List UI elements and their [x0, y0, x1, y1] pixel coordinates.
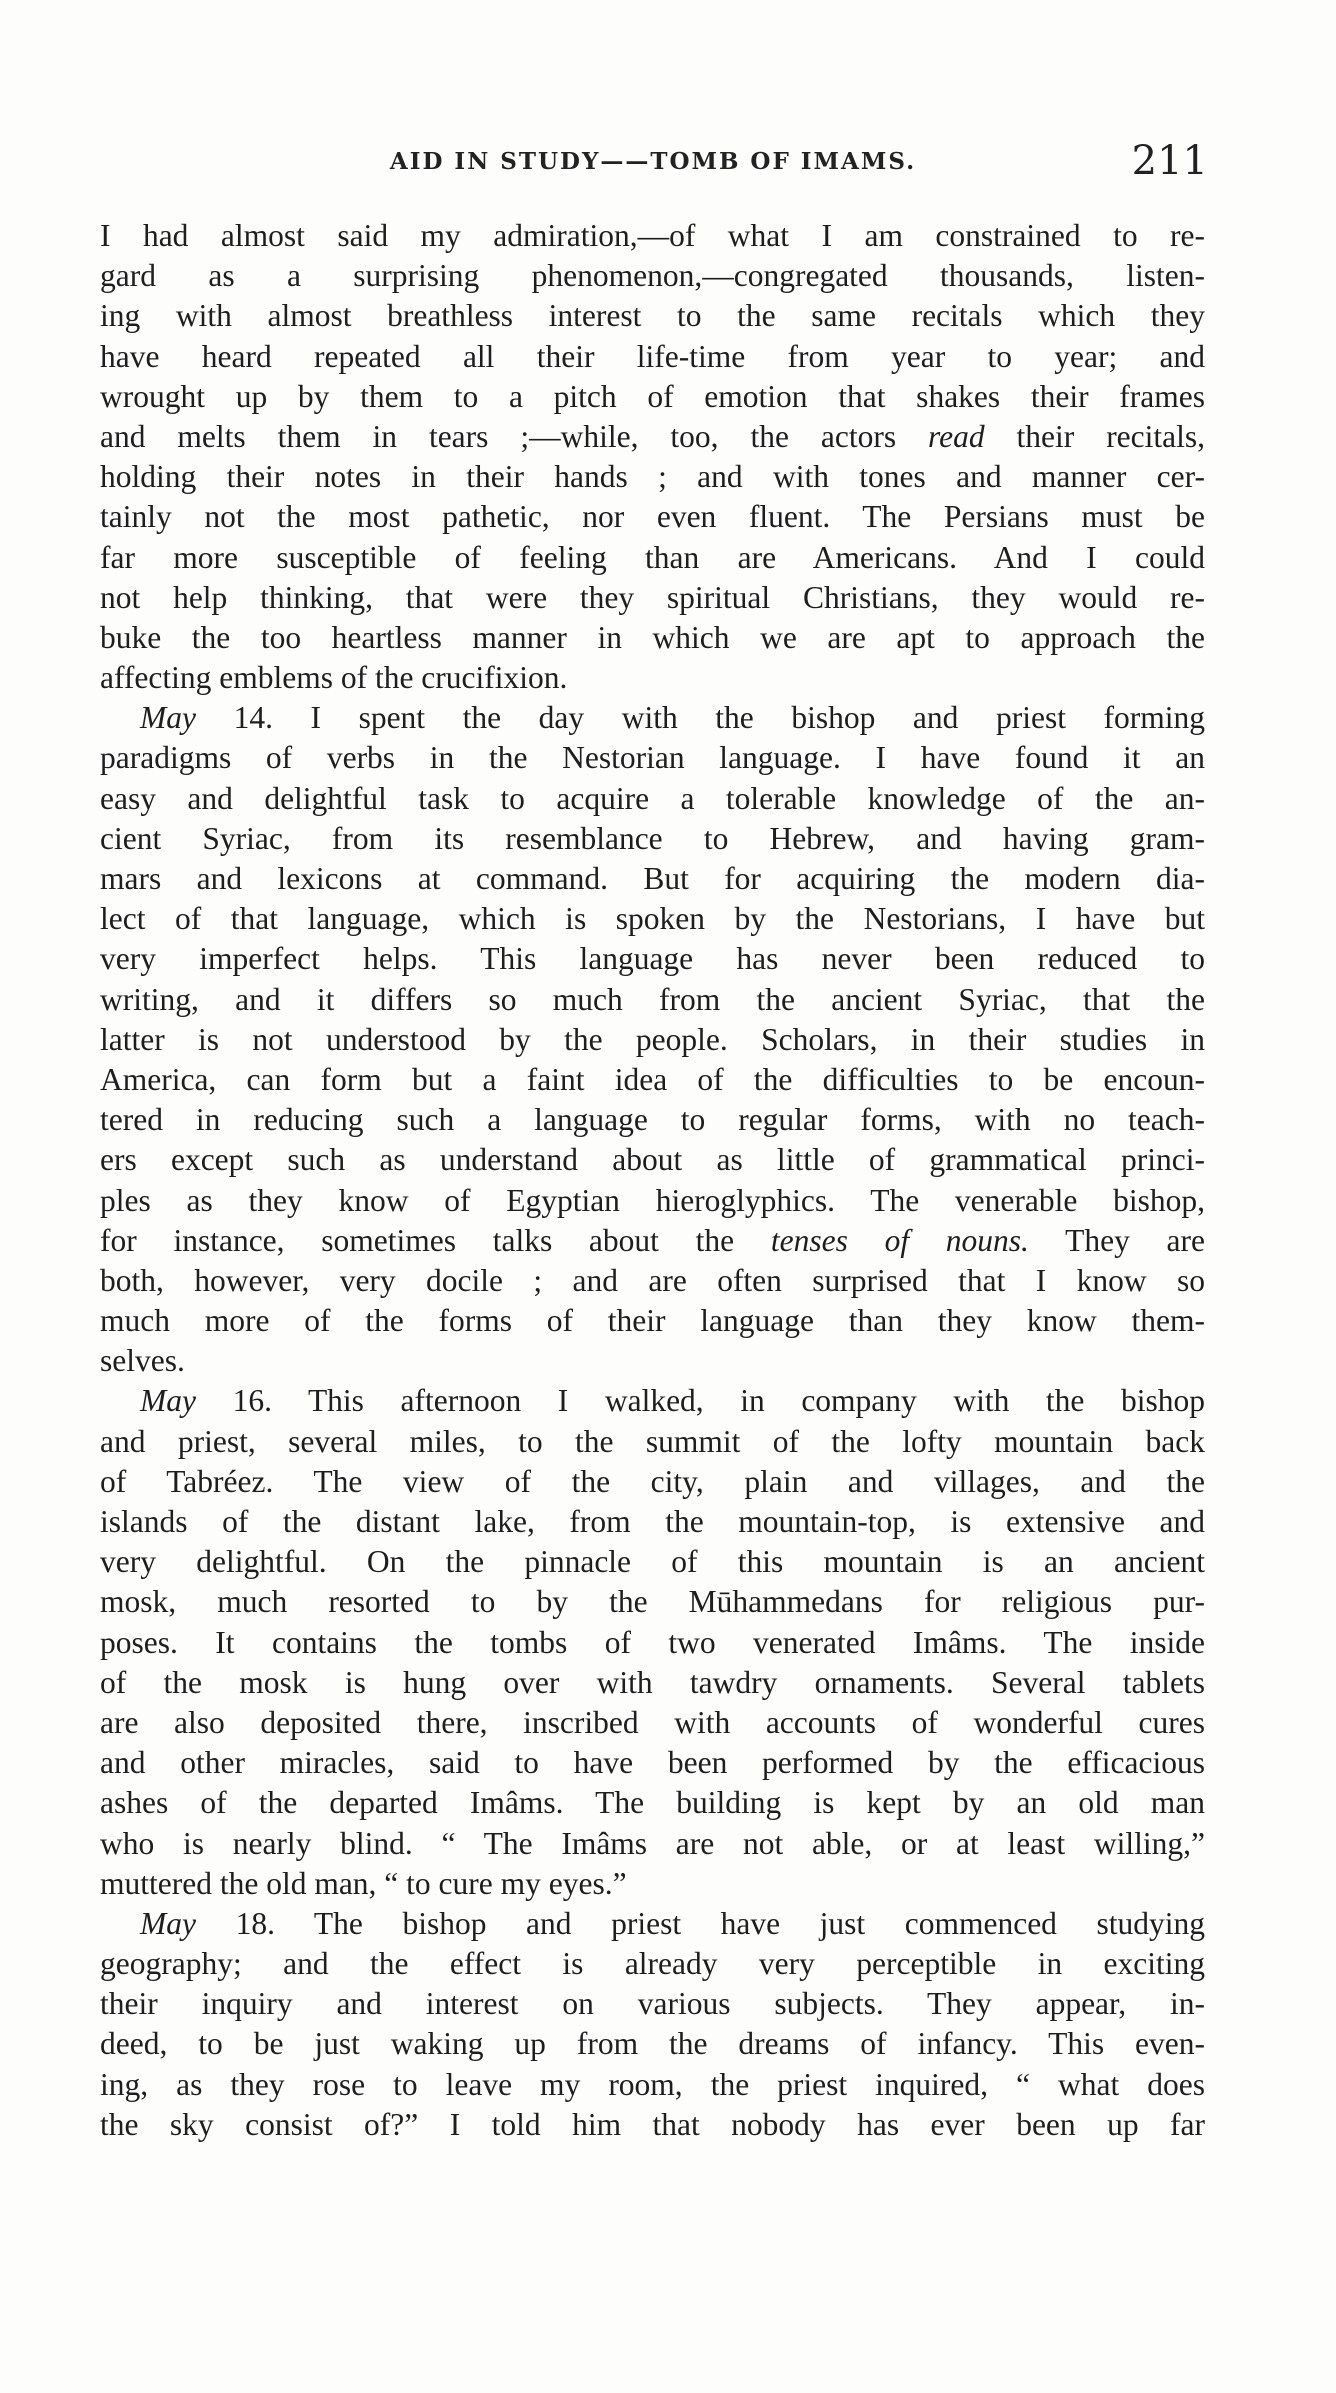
- entry-line: [100, 1381, 1205, 1421]
- entry-date-month: May: [140, 1905, 196, 1941]
- text-line: ers except such as understand about as little of grammatical princi-: [100, 1142, 1205, 1178]
- text-line: the sky consist of?” I told him that nobody has ever been up far: [100, 2106, 1205, 2142]
- text-line: very delightful. On the pinnacle of this mountain is an ancient: [100, 1544, 1205, 1580]
- page-number: 211: [1131, 138, 1208, 184]
- text-line: ing with almost breathless interest to the same recitals which they: [100, 298, 1205, 334]
- text-line: gard as a surprising phenomenon,—congregated thousands, listen-: [100, 258, 1205, 294]
- text-line: have heard repeated all their life-time from year to year; and: [100, 338, 1205, 374]
- text-line: poses. It contains the tombs of two venerated Imâms. The inside: [100, 1624, 1205, 1660]
- text-line: geography; and the effect is already very perceptible in exciting: [100, 1946, 1205, 1982]
- text-segment: their recitals,: [1016, 418, 1206, 454]
- text-line: affecting emblems of the crucifixion.: [100, 660, 568, 696]
- text-line: their inquiry and interest on various subjects. They appear, in-: [100, 1986, 1205, 2022]
- entry-date-month: May: [140, 1383, 196, 1419]
- italic-text: read: [928, 418, 985, 454]
- text-line: much more of the forms of their language than they know them-: [100, 1303, 1205, 1339]
- text-line: and priest, several miles, to the summit of the lofty mountain back: [100, 1423, 1205, 1459]
- text-segment: They are: [1065, 1222, 1205, 1258]
- text-segment: 16. This afternoon I walked, in company with the bishop: [232, 1383, 1205, 1419]
- text-line: lect of that language, which is spoken by the Nestorians, I have but: [100, 901, 1205, 937]
- text-line: [100, 417, 1205, 457]
- text-line: writing, and it differs so much from the ancient Syriac, that the: [100, 981, 1205, 1017]
- text-segment: 18. The bishop and priest have just commenced studying: [235, 1905, 1206, 1941]
- text-line: latter is not understood by the people. Scholars, in their studies in: [100, 1021, 1205, 1057]
- text-line: muttered the old man, “ to cure my eyes.”: [100, 1865, 627, 1901]
- text-line: ashes of the departed Imâms. The building is kept by an old man: [100, 1785, 1205, 1821]
- text-line: holding their notes in their hands ; and with tones and manner cer-: [100, 459, 1205, 495]
- text-line: ples as they know of Egyptian hieroglyphics. The venerable bishop,: [100, 1182, 1205, 1218]
- entry-date-month: May: [140, 700, 196, 736]
- text-segment: for instance, sometimes talks about the: [100, 1222, 735, 1258]
- italic-text: tenses of nouns.: [770, 1222, 1029, 1258]
- text-line: very imperfect helps. This language has never been reduced to: [100, 941, 1205, 977]
- text-line: [100, 1221, 1205, 1261]
- running-head: AID IN STUDY——TOMB OF IMAMS.: [389, 148, 917, 175]
- text-line: both, however, very docile ; and are often surprised that I know so: [100, 1262, 1205, 1298]
- text-line: tainly not the most pathetic, nor even fluent. The Persians must be: [100, 499, 1205, 535]
- text-line: are also deposited there, inscribed with accounts of wonderful cures: [100, 1704, 1205, 1740]
- text-line: wrought up by them to a pitch of emotion that shakes their frames: [100, 378, 1205, 414]
- entry-line: [100, 1904, 1205, 1944]
- text-line: who is nearly blind. “ The Imâms are not able, or at least willing,”: [100, 1825, 1205, 1861]
- text-line: not help thinking, that were they spiritual Christians, they would re-: [100, 579, 1205, 615]
- text-line: mosk, much resorted to by the Mūhammedans for religious pur-: [100, 1584, 1205, 1620]
- text-line: mars and lexicons at command. But for acquiring the modern dia-: [100, 861, 1205, 896]
- page-header: [98, 138, 1208, 188]
- text-line: of the mosk is hung over with tawdry ornaments. Several tablets: [100, 1664, 1205, 1700]
- text-line: America, can form but a faint idea of the difficulties to be encoun-: [100, 1061, 1205, 1097]
- text-line: easy and delightful task to acquire a tolerable knowledge of the an-: [100, 780, 1205, 816]
- text-line: far more susceptible of feeling than are Americans. And I could: [100, 539, 1205, 575]
- text-segment: 14. I spent the day with the bishop and priest forming: [233, 700, 1206, 736]
- text-line: buke the too heartless manner in which we are apt to approach the: [100, 619, 1205, 655]
- text-line: tered in reducing such a language to regular forms, with no teach-: [100, 1102, 1205, 1138]
- text-line: deed, to be just waking up from the dreams of infancy. This even-: [100, 2026, 1205, 2062]
- text-line: islands of the distant lake, from the mountain-top, is extensive and: [100, 1504, 1205, 1539]
- text-line: cient Syriac, from its resemblance to Hebrew, and having gram-: [100, 820, 1205, 856]
- text-line: and other miracles, said to have been performed by the efficacious: [100, 1745, 1205, 1781]
- text-line: of Tabréez. The view of the city, plain and villages, and the: [100, 1463, 1205, 1499]
- text-line: I had almost said my admiration,—of what I am constrained to re-: [100, 218, 1205, 253]
- text-line: ing, as they rose to leave my room, the priest inquired, “ what does: [100, 2066, 1205, 2102]
- text-segment: and melts them in tears ;—while, too, the actors: [100, 418, 897, 454]
- text-line: paradigms of verbs in the Nestorian language. I have found it an: [100, 740, 1205, 776]
- entry-line: [100, 698, 1205, 738]
- text-line: selves.: [100, 1343, 185, 1379]
- body-text: [100, 216, 1205, 2145]
